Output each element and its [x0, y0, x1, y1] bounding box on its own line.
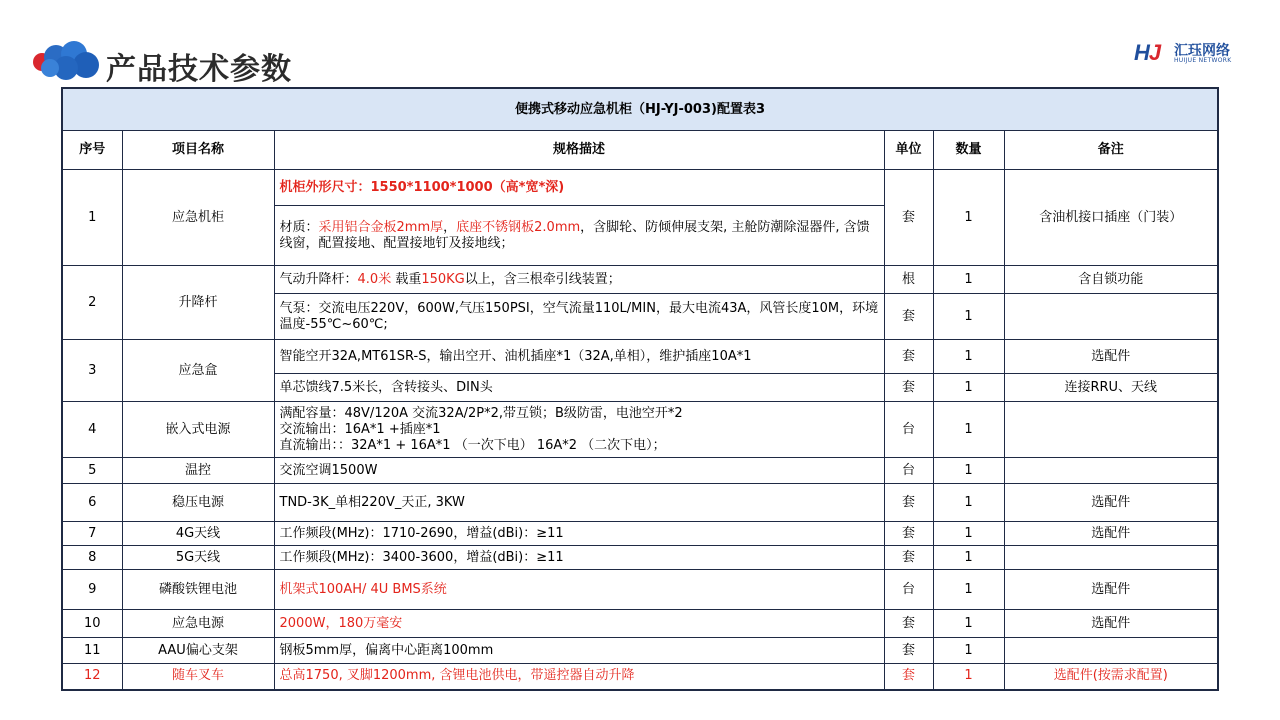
spec-text: 材质： — [279, 219, 319, 235]
spec-line: 满配容量：48V/120A 交流32A/2P*2,带互锁；B级防雷，电池空开*2 — [279, 405, 683, 421]
item-name: 温控 — [122, 458, 274, 484]
remark: 选配件 — [1004, 340, 1218, 374]
unit: 套 — [884, 522, 933, 546]
unit: 套 — [884, 484, 933, 522]
quantity: 1 — [933, 610, 1004, 638]
spec-text: ， — [443, 219, 457, 235]
item-name: 嵌入式电源 — [122, 402, 274, 458]
item-name: 磷酸铁锂电池 — [122, 570, 274, 610]
quantity: 1 — [933, 546, 1004, 570]
row-number: 4 — [62, 402, 122, 458]
item-name: 应急机柜 — [122, 170, 274, 266]
spec-text: 气动升降杆： — [279, 271, 358, 287]
quantity: 1 — [933, 638, 1004, 664]
quantity: 1 — [933, 664, 1004, 690]
unit: 套 — [884, 374, 933, 402]
unit: 套 — [884, 664, 933, 690]
row-number: 8 — [62, 546, 122, 570]
spec-description — [274, 206, 884, 266]
quantity: 1 — [933, 484, 1004, 522]
spec-description: 钢板5mm厚，偏离中心距离100mm — [274, 638, 884, 664]
spec-text: 载重 — [391, 271, 422, 287]
row-number: 12 — [62, 664, 122, 690]
item-name: 应急盒 — [122, 340, 274, 402]
spec-description: 工作频段(MHz)：1710-2690，增益(dBi)：≥11 — [274, 522, 884, 546]
unit: 台 — [884, 458, 933, 484]
spec-text: 单芯馈线7.5米长，含转接头、DIN头 — [279, 379, 493, 395]
item-name: 随车叉车 — [122, 664, 274, 690]
spec-description: 工作频段(MHz)：3400-3600，增益(dBi)：≥11 — [274, 546, 884, 570]
remark — [1004, 546, 1218, 570]
remark: 含油机接口插座（门装） — [1004, 170, 1218, 266]
spec-description — [274, 402, 884, 458]
config-table — [61, 87, 1219, 691]
spec-text: 机柜外形尺寸：1550*1100*1000（高*宽*深) — [279, 179, 565, 195]
spec-text: 智能空开32A,MT61SR-S，输出空开、油机插座*1（32A,单相），维护插座10A*1 — [279, 348, 752, 364]
unit: 套 — [884, 546, 933, 570]
table-row — [62, 484, 1218, 522]
item-name: 应急电源 — [122, 610, 274, 638]
quantity: 1 — [933, 170, 1004, 266]
row-number: 2 — [62, 266, 122, 340]
spec-description: 总高1750, 叉脚1200mm, 含锂电池供电，带遥控器自动升降 — [274, 664, 884, 690]
row-number: 9 — [62, 570, 122, 610]
quantity: 1 — [933, 570, 1004, 610]
column-header: 序号 — [62, 131, 122, 170]
spec-text: 底座不锈钢板2.0mm — [456, 219, 581, 235]
quantity: 1 — [933, 294, 1004, 340]
table-row — [62, 664, 1218, 690]
table-title: 便携式移动应急机柜（HJ-YJ-003)配置表3 — [62, 88, 1218, 131]
remark: 含自锁功能 — [1004, 266, 1218, 294]
spec-description: 机架式100AH/ 4U BMS系统 — [274, 570, 884, 610]
spec-line: 直流输出：：32A*1 + 16A*1 （一次下电） 16A*2 （二次下电）； — [279, 437, 666, 453]
unit: 套 — [884, 294, 933, 340]
item-name: 5G天线 — [122, 546, 274, 570]
spec-text: 4.0米 — [357, 271, 392, 287]
row-number: 11 — [62, 638, 122, 664]
brand-logo — [1134, 40, 1254, 66]
remark: 选配件 — [1004, 610, 1218, 638]
unit: 套 — [884, 170, 933, 266]
column-header: 数量 — [933, 131, 1004, 170]
table-row — [62, 522, 1218, 546]
page-header — [0, 0, 1280, 88]
table-row — [62, 570, 1218, 610]
table-row — [62, 170, 1218, 206]
spec-description — [274, 374, 884, 402]
unit: 套 — [884, 340, 933, 374]
table-row — [62, 638, 1218, 664]
row-number: 3 — [62, 340, 122, 402]
item-name: AAU偏心支架 — [122, 638, 274, 664]
quantity: 1 — [933, 402, 1004, 458]
quantity: 1 — [933, 340, 1004, 374]
remark: 选配件(按需求配置) — [1004, 664, 1218, 690]
spec-description — [274, 340, 884, 374]
remark — [1004, 458, 1218, 484]
column-header: 项目名称 — [122, 131, 274, 170]
column-header: 规格描述 — [274, 131, 884, 170]
quantity: 1 — [933, 522, 1004, 546]
spec-description — [274, 266, 884, 294]
unit: 根 — [884, 266, 933, 294]
item-name: 稳压电源 — [122, 484, 274, 522]
spec-description — [274, 170, 884, 206]
unit: 台 — [884, 570, 933, 610]
remark — [1004, 638, 1218, 664]
spec-description: TND-3K_单相220V_天正, 3KW — [274, 484, 884, 522]
spec-description: 2000W，180万毫安 — [274, 610, 884, 638]
brand-name: 汇珏网络 — [1174, 43, 1230, 59]
table-row — [62, 610, 1218, 638]
remark — [1004, 294, 1218, 340]
quantity: 1 — [933, 374, 1004, 402]
spec-text: 气泵：交流电压220V，600W,气压150PSI，空气流量110L/MIN，最大电流43A，风管长度10M，环境温度-55℃~60℃; — [279, 300, 879, 332]
row-number: 7 — [62, 522, 122, 546]
spec-text: 以上，含三根牵引线装置； — [464, 271, 621, 287]
spec-description: 交流空调1500W — [274, 458, 884, 484]
row-number: 1 — [62, 170, 122, 266]
remark: 选配件 — [1004, 484, 1218, 522]
table-row — [62, 458, 1218, 484]
item-name: 4G天线 — [122, 522, 274, 546]
unit: 套 — [884, 638, 933, 664]
row-number: 6 — [62, 484, 122, 522]
column-header: 单位 — [884, 131, 933, 170]
table-row — [62, 340, 1218, 374]
spec-text: 150KG — [421, 271, 465, 287]
spec-text: ，含脚轮、防倾伸展支架, 主舱防潮除湿器件, 含馈线窗，配置接地、配置接地钉及接地线； — [279, 219, 870, 251]
remark: 选配件 — [1004, 522, 1218, 546]
row-number: 10 — [62, 610, 122, 638]
table-row — [62, 402, 1218, 458]
cloud-logo-icon — [30, 40, 102, 82]
brand-subtitle: HUIJUE NETWORK — [1174, 57, 1232, 64]
unit: 套 — [884, 610, 933, 638]
spec-description — [274, 294, 884, 340]
remark: 连接RRU、天线 — [1004, 374, 1218, 402]
column-header: 备注 — [1004, 131, 1218, 170]
page-title: 产品技术参数 — [106, 52, 292, 87]
remark — [1004, 402, 1218, 458]
unit: 台 — [884, 402, 933, 458]
remark: 选配件 — [1004, 570, 1218, 610]
item-name: 升降杆 — [122, 266, 274, 340]
brand-mark: HJ — [1134, 40, 1161, 65]
table-header-row — [62, 131, 1218, 170]
table-row — [62, 546, 1218, 570]
table-row — [62, 266, 1218, 294]
row-number: 5 — [62, 458, 122, 484]
spec-text: 采用铝合金板2mm厚 — [318, 219, 444, 235]
spec-line: 交流输出：16A*1 +插座*1 — [279, 421, 441, 437]
quantity: 1 — [933, 458, 1004, 484]
quantity: 1 — [933, 266, 1004, 294]
